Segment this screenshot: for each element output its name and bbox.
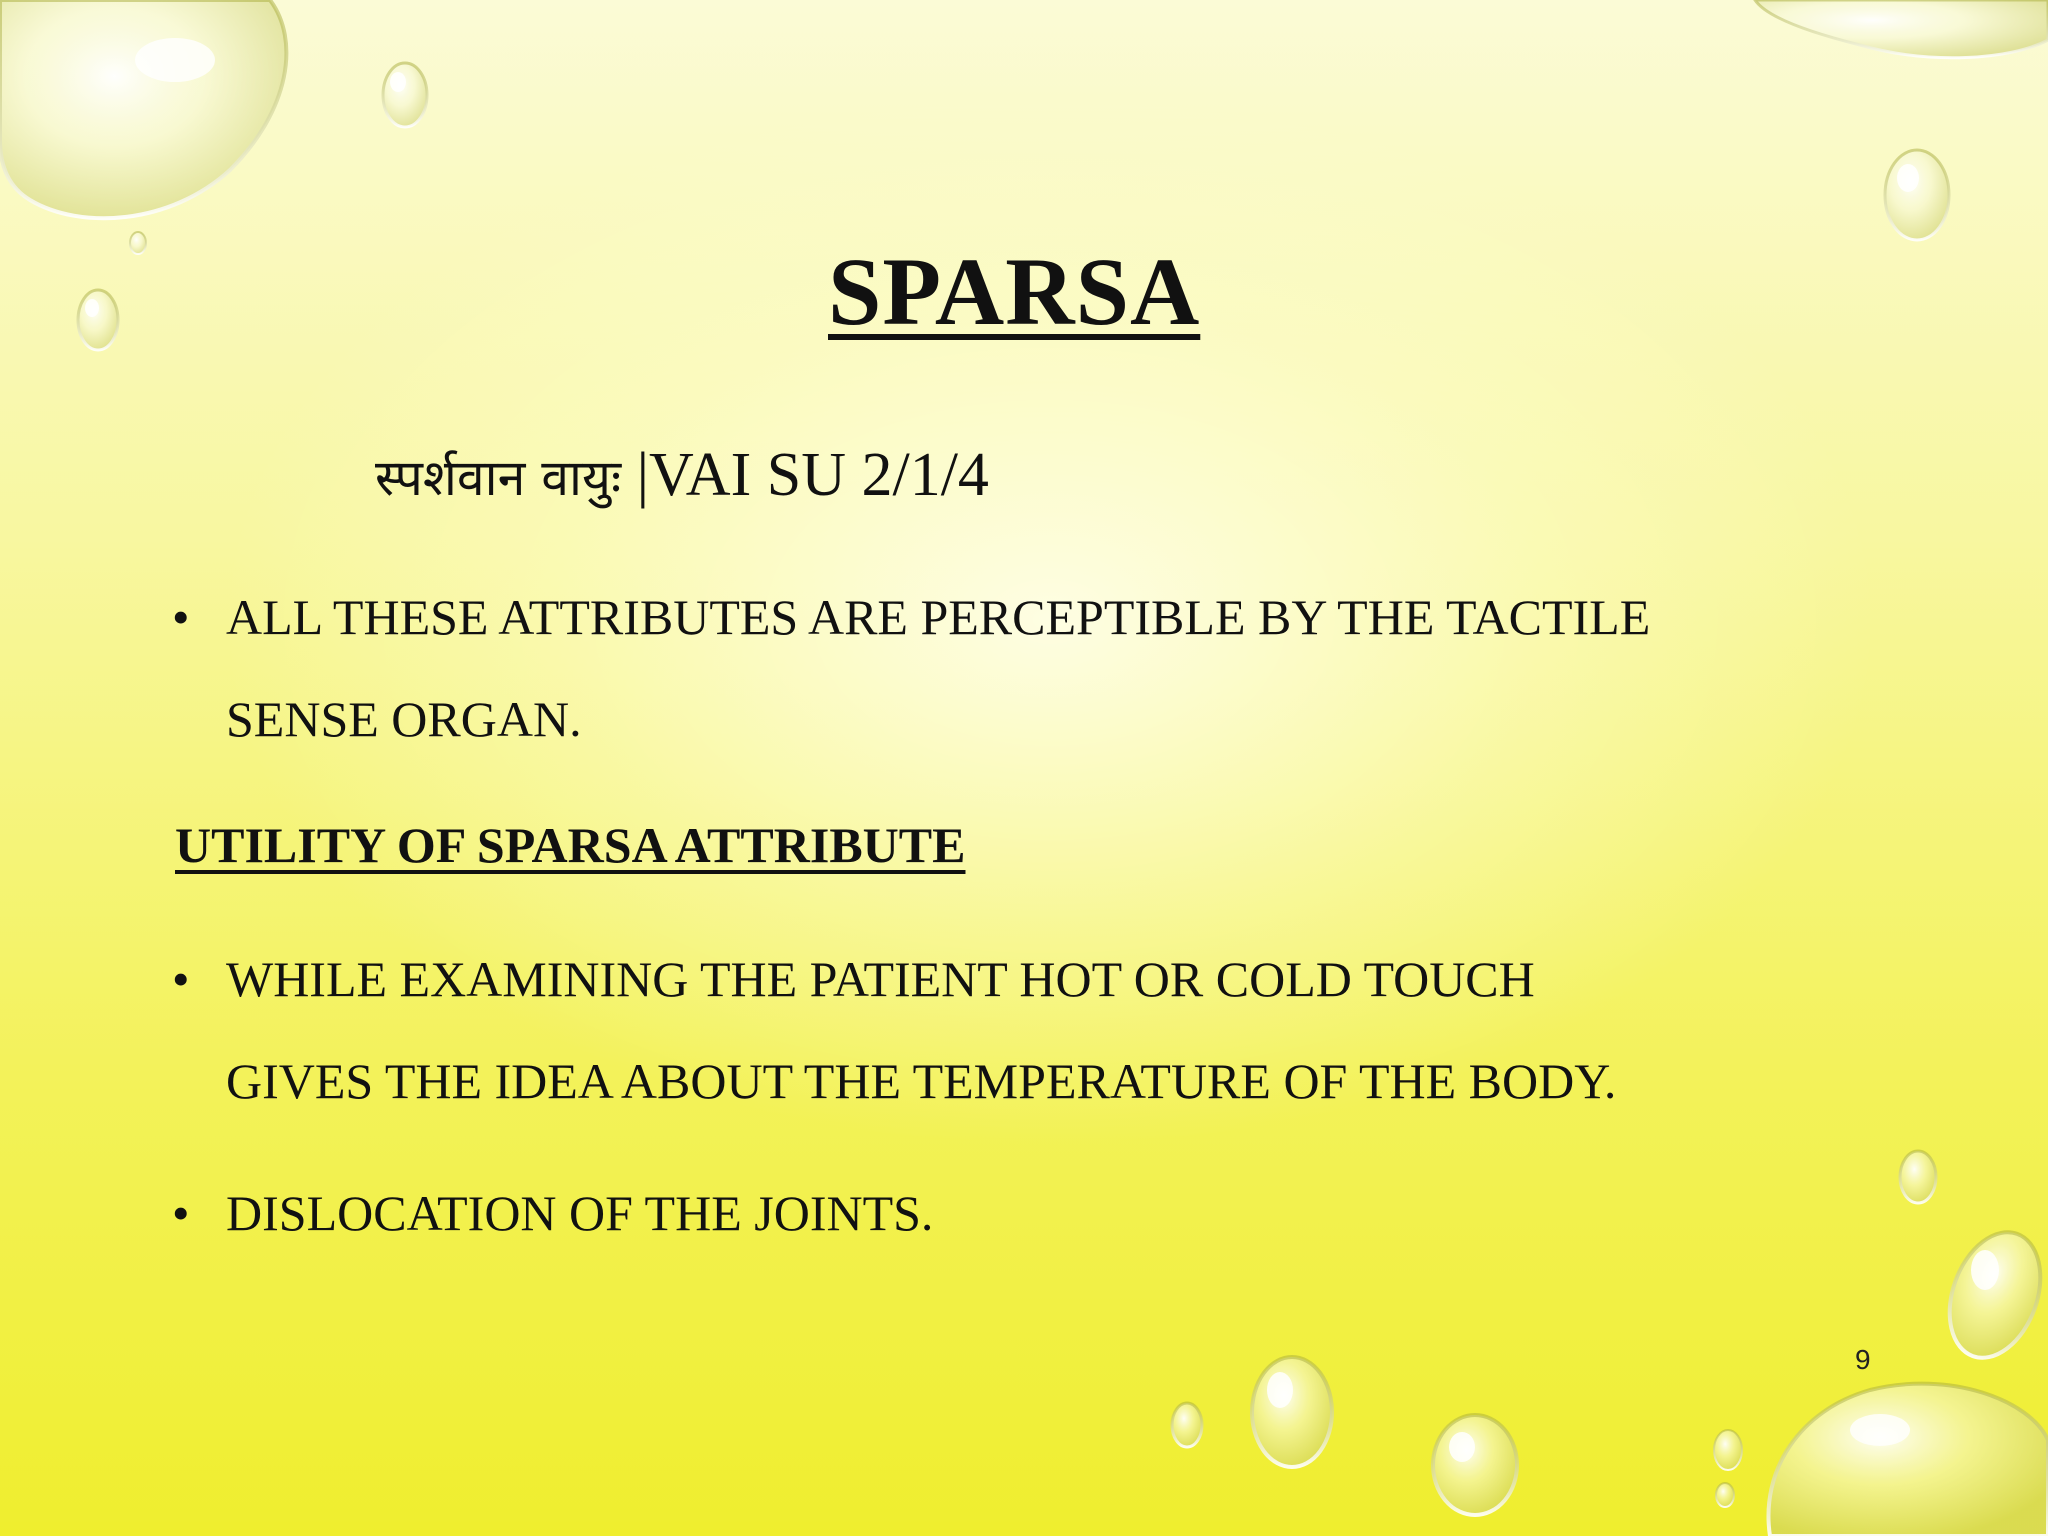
- drop-bottom-center-small: [1172, 1403, 1202, 1447]
- drop-bottom-tiny: [1714, 1430, 1742, 1507]
- slide-subtitle: [375, 440, 989, 511]
- drop-bottom-right-large: [1768, 1384, 2048, 1536]
- bullet-text-line1: ALL THESE ATTRIBUTES ARE PERCEPTIBLE BY THE TACTILE: [226, 589, 1651, 645]
- drop-right-small: [1900, 1151, 1936, 1203]
- subtitle-devanagari: स्पर्शवान वायुः: [375, 449, 622, 507]
- bullet-text-line1: WHILE EXAMINING THE PATIENT HOT OR COLD TOUCH: [226, 951, 1535, 1007]
- drop-right-large: [1933, 1220, 2048, 1371]
- bullet-text-line2: SENSE ORGAN.: [226, 691, 582, 747]
- drop-top-left-small-1: [383, 63, 427, 127]
- slide-title: SPARSA: [828, 238, 1201, 345]
- bullet-marker: •: [172, 589, 190, 645]
- drop-top-left-large: [0, 0, 286, 218]
- bullet-text-line1: DISLOCATION OF THE JOINTS.: [226, 1185, 934, 1241]
- subtitle-reference: |VAI SU 2/1/4: [636, 441, 989, 509]
- page-number: 9: [1855, 1344, 1871, 1375]
- bullet-marker: •: [172, 1185, 190, 1241]
- section-heading: UTILITY OF SPARSA ATTRIBUTE: [175, 817, 966, 873]
- drop-top-left-small-2: [78, 290, 118, 350]
- drop-top-right-medium: [1885, 150, 1949, 240]
- bullet-marker: •: [172, 951, 190, 1007]
- drop-top-right-corner: [1755, 0, 2048, 58]
- drop-top-left-tiny: [130, 232, 146, 254]
- bullet-text-line2: GIVES THE IDEA ABOUT THE TEMPERATURE OF THE BODY.: [226, 1053, 1617, 1109]
- drop-bottom-center-1: [1252, 1357, 1332, 1467]
- drop-bottom-center-2: [1433, 1415, 1517, 1515]
